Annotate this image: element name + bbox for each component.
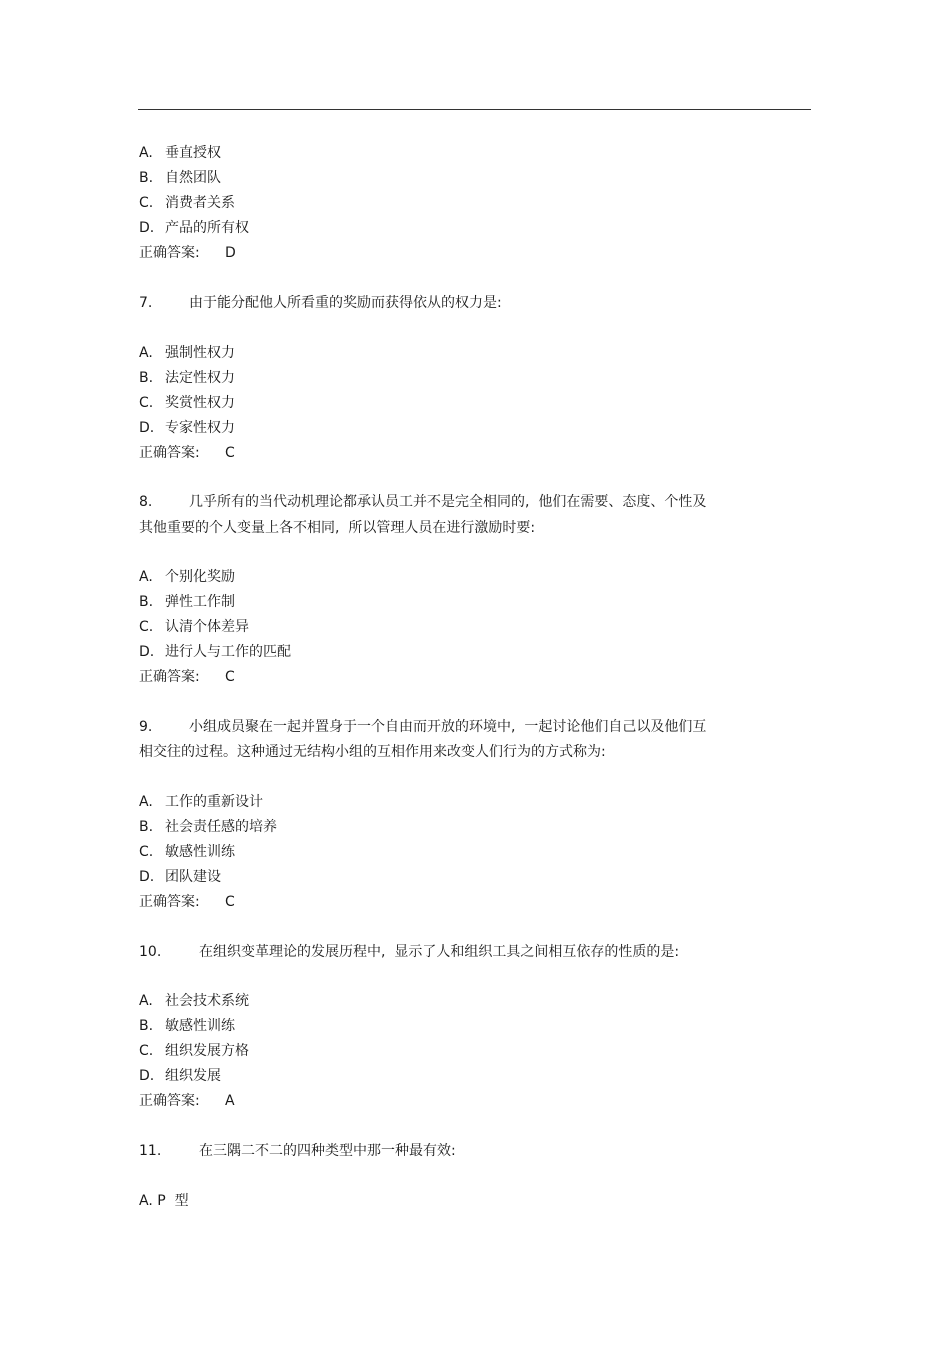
option-marker: D.	[139, 644, 155, 660]
q10-question	[139, 942, 679, 962]
answer-label: 正确答案:	[139, 245, 200, 261]
q11-option-a	[139, 1191, 189, 1211]
question-number: 9.	[139, 719, 153, 735]
answer-label: 正确答案:	[139, 1093, 200, 1109]
option-text: 弹性工作制	[165, 594, 235, 610]
answer-value: A	[225, 1093, 235, 1109]
option-text: 敏感性训练	[165, 844, 235, 860]
q7-option-b	[139, 368, 235, 388]
option-text: 法定性权力	[165, 370, 235, 386]
question-number: 11.	[139, 1143, 162, 1159]
option-text: 认清个体差异	[165, 619, 249, 635]
option-marker: C.	[139, 844, 154, 860]
q7-answer	[139, 443, 235, 463]
answer-label: 正确答案:	[139, 445, 200, 461]
option-marker: B.	[139, 170, 154, 186]
q6-option-a	[139, 143, 221, 163]
q8-option-b	[139, 592, 235, 612]
answer-value: C	[225, 669, 235, 685]
question-text: 在组织变革理论的发展历程中, 显示了人和组织工具之间相互依存的性质的是:	[199, 944, 680, 960]
q9-option-a	[139, 792, 263, 812]
q6-option-c	[139, 193, 235, 213]
answer-value: C	[225, 445, 235, 461]
option-text: 进行人与工作的匹配	[165, 644, 291, 660]
q8-option-d	[139, 642, 291, 662]
option-marker: A.	[139, 345, 153, 361]
question-number: 7.	[139, 295, 153, 311]
option-text: 社会责任感的培养	[165, 819, 277, 835]
option-marker: B.	[139, 370, 154, 386]
option-text: 垂直授权	[165, 145, 221, 161]
q6-answer	[139, 243, 236, 263]
option-marker: C.	[139, 395, 154, 411]
option-text: 自然团队	[165, 170, 221, 186]
option-marker: A.	[139, 794, 153, 810]
question-text: 小组成员聚在一起并置身于一个自由而开放的环境中, 一起讨论他们自己以及他们互	[189, 719, 707, 735]
question-text: 几乎所有的当代动机理论都承认员工并不是完全相同的, 他们在需要、态度、个性及	[189, 494, 707, 510]
q9-option-c	[139, 842, 235, 862]
q7-option-d	[139, 418, 235, 438]
question-text: 其他重要的个人变量上各不相同, 所以管理人员在进行激励时要:	[139, 520, 536, 536]
q9-answer	[139, 892, 235, 912]
option-marker: D.	[139, 420, 155, 436]
q9-question-line2	[139, 742, 606, 762]
option-text: 团队建设	[165, 869, 221, 885]
q7-option-c	[139, 393, 235, 413]
header-rule	[138, 109, 811, 110]
q8-option-c	[139, 617, 249, 637]
option-marker: C.	[139, 1043, 154, 1059]
question-number: 8.	[139, 494, 153, 510]
option-text: 消费者关系	[165, 195, 235, 211]
option-marker: A.	[139, 569, 153, 585]
q9-option-b	[139, 817, 277, 837]
question-text: 在三隅二不二的四种类型中那一种最有效:	[199, 1143, 456, 1159]
q6-option-b	[139, 168, 221, 188]
option-text: 强制性权力	[165, 345, 235, 361]
option-text: 个别化奖励	[165, 569, 235, 585]
option-marker: C.	[139, 195, 154, 211]
option-marker: D.	[139, 869, 155, 885]
option-text: 奖赏性权力	[165, 395, 235, 411]
option-text: 组织发展	[165, 1068, 221, 1084]
question-text: 相交往的过程。这种通过无结构小组的互相作用来改变人们行为的方式称为:	[139, 744, 606, 760]
option-marker: A.	[139, 145, 153, 161]
option-text: 产品的所有权	[165, 220, 249, 236]
option-marker: D.	[139, 220, 155, 236]
q8-option-a	[139, 567, 235, 587]
q8-question-line1	[139, 492, 706, 512]
answer-label: 正确答案:	[139, 669, 200, 685]
option-text: 专家性权力	[165, 420, 235, 436]
q7-question	[139, 293, 502, 313]
answer-value: D	[225, 245, 236, 261]
q9-option-d	[139, 867, 221, 887]
q10-answer	[139, 1091, 235, 1111]
question-text: 由于能分配他人所看重的奖励而获得依从的权力是:	[189, 295, 502, 311]
option-marker: C.	[139, 619, 154, 635]
option-text: A. P 型	[139, 1193, 189, 1209]
question-number: 10.	[139, 944, 162, 960]
answer-label: 正确答案:	[139, 894, 200, 910]
q9-question-line1	[139, 717, 706, 737]
option-text: 工作的重新设计	[165, 794, 263, 810]
q10-option-c	[139, 1041, 249, 1061]
option-marker: B.	[139, 1018, 154, 1034]
q11-question	[139, 1141, 456, 1161]
option-text: 敏感性训练	[165, 1018, 235, 1034]
q8-answer	[139, 667, 235, 687]
q10-option-d	[139, 1066, 221, 1086]
q10-option-a	[139, 991, 249, 1011]
answer-value: C	[225, 894, 235, 910]
q10-option-b	[139, 1016, 235, 1036]
option-marker: A.	[139, 993, 153, 1009]
option-text: 组织发展方格	[165, 1043, 249, 1059]
q8-question-line2	[139, 518, 535, 538]
option-marker: B.	[139, 819, 154, 835]
option-text: 社会技术系统	[165, 993, 249, 1009]
q7-option-a	[139, 343, 235, 363]
option-marker: D.	[139, 1068, 155, 1084]
q6-option-d	[139, 218, 249, 238]
option-marker: B.	[139, 594, 154, 610]
